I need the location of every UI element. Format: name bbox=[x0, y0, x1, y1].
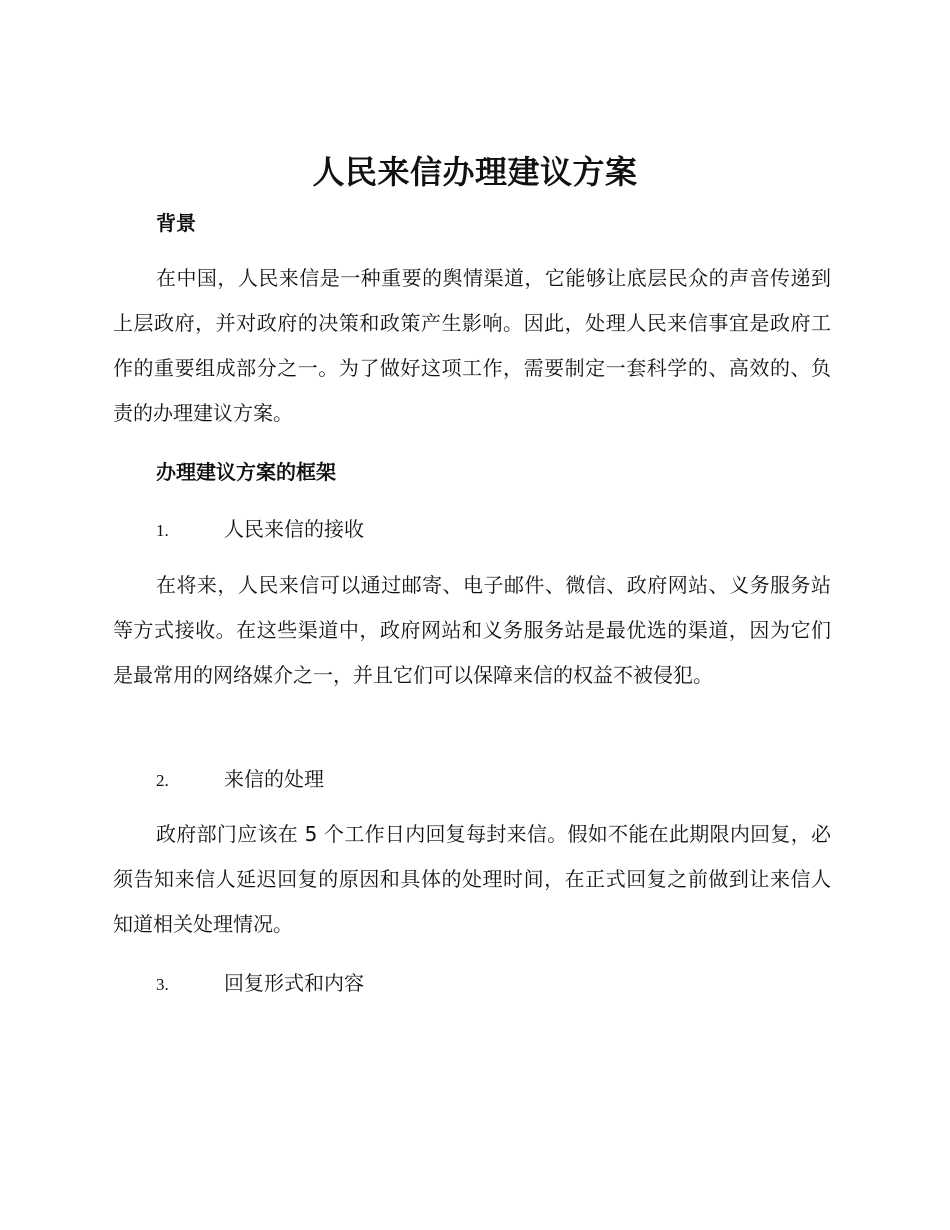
list-item-number: 2. bbox=[156, 771, 169, 790]
list-item-title: 人民来信的接收 bbox=[224, 517, 364, 541]
processing-paragraph: 政府部门应该在 5 个工作日内回复每封来信。假如不能在此期限内回复，必须告知来信人延迟回复的原因和具体的处理时间，在正式回复之前做到让来信人知道相关处理情况。 bbox=[113, 822, 831, 936]
list-item-3 bbox=[156, 968, 364, 1000]
list-item-2 bbox=[156, 764, 324, 796]
document-title: 人民来信办理建议方案 bbox=[312, 153, 638, 191]
list-item-number: 1. bbox=[156, 521, 169, 540]
receiving-paragraph: 在将来，人民来信可以通过邮寄、电子邮件、微信、政府网站、义务服务站等方式接收。在这些渠道中，政府网站和义务服务站是最优选的渠道，因为它们是最常用的网络媒介之一，并且它们可以保障来信的权益不被侵犯。 bbox=[113, 573, 831, 687]
section-heading-background: 背景 bbox=[156, 211, 196, 235]
list-item-number: 3. bbox=[156, 975, 169, 994]
list-item-title: 来信的处理 bbox=[224, 767, 324, 791]
section-heading-framework: 办理建议方案的框架 bbox=[156, 460, 336, 484]
list-item-1 bbox=[156, 514, 364, 546]
background-paragraph: 在中国，人民来信是一种重要的舆情渠道，它能够让底层民众的声音传递到上层政府，并对政府的决策和政策产生影响。因此，处理人民来信事宜是政府工作的重要组成部分之一。为了做好这项工作，需要制定一套科学的、高效的、负责的办理建议方案。 bbox=[113, 266, 831, 425]
list-item-title: 回复形式和内容 bbox=[224, 971, 364, 995]
